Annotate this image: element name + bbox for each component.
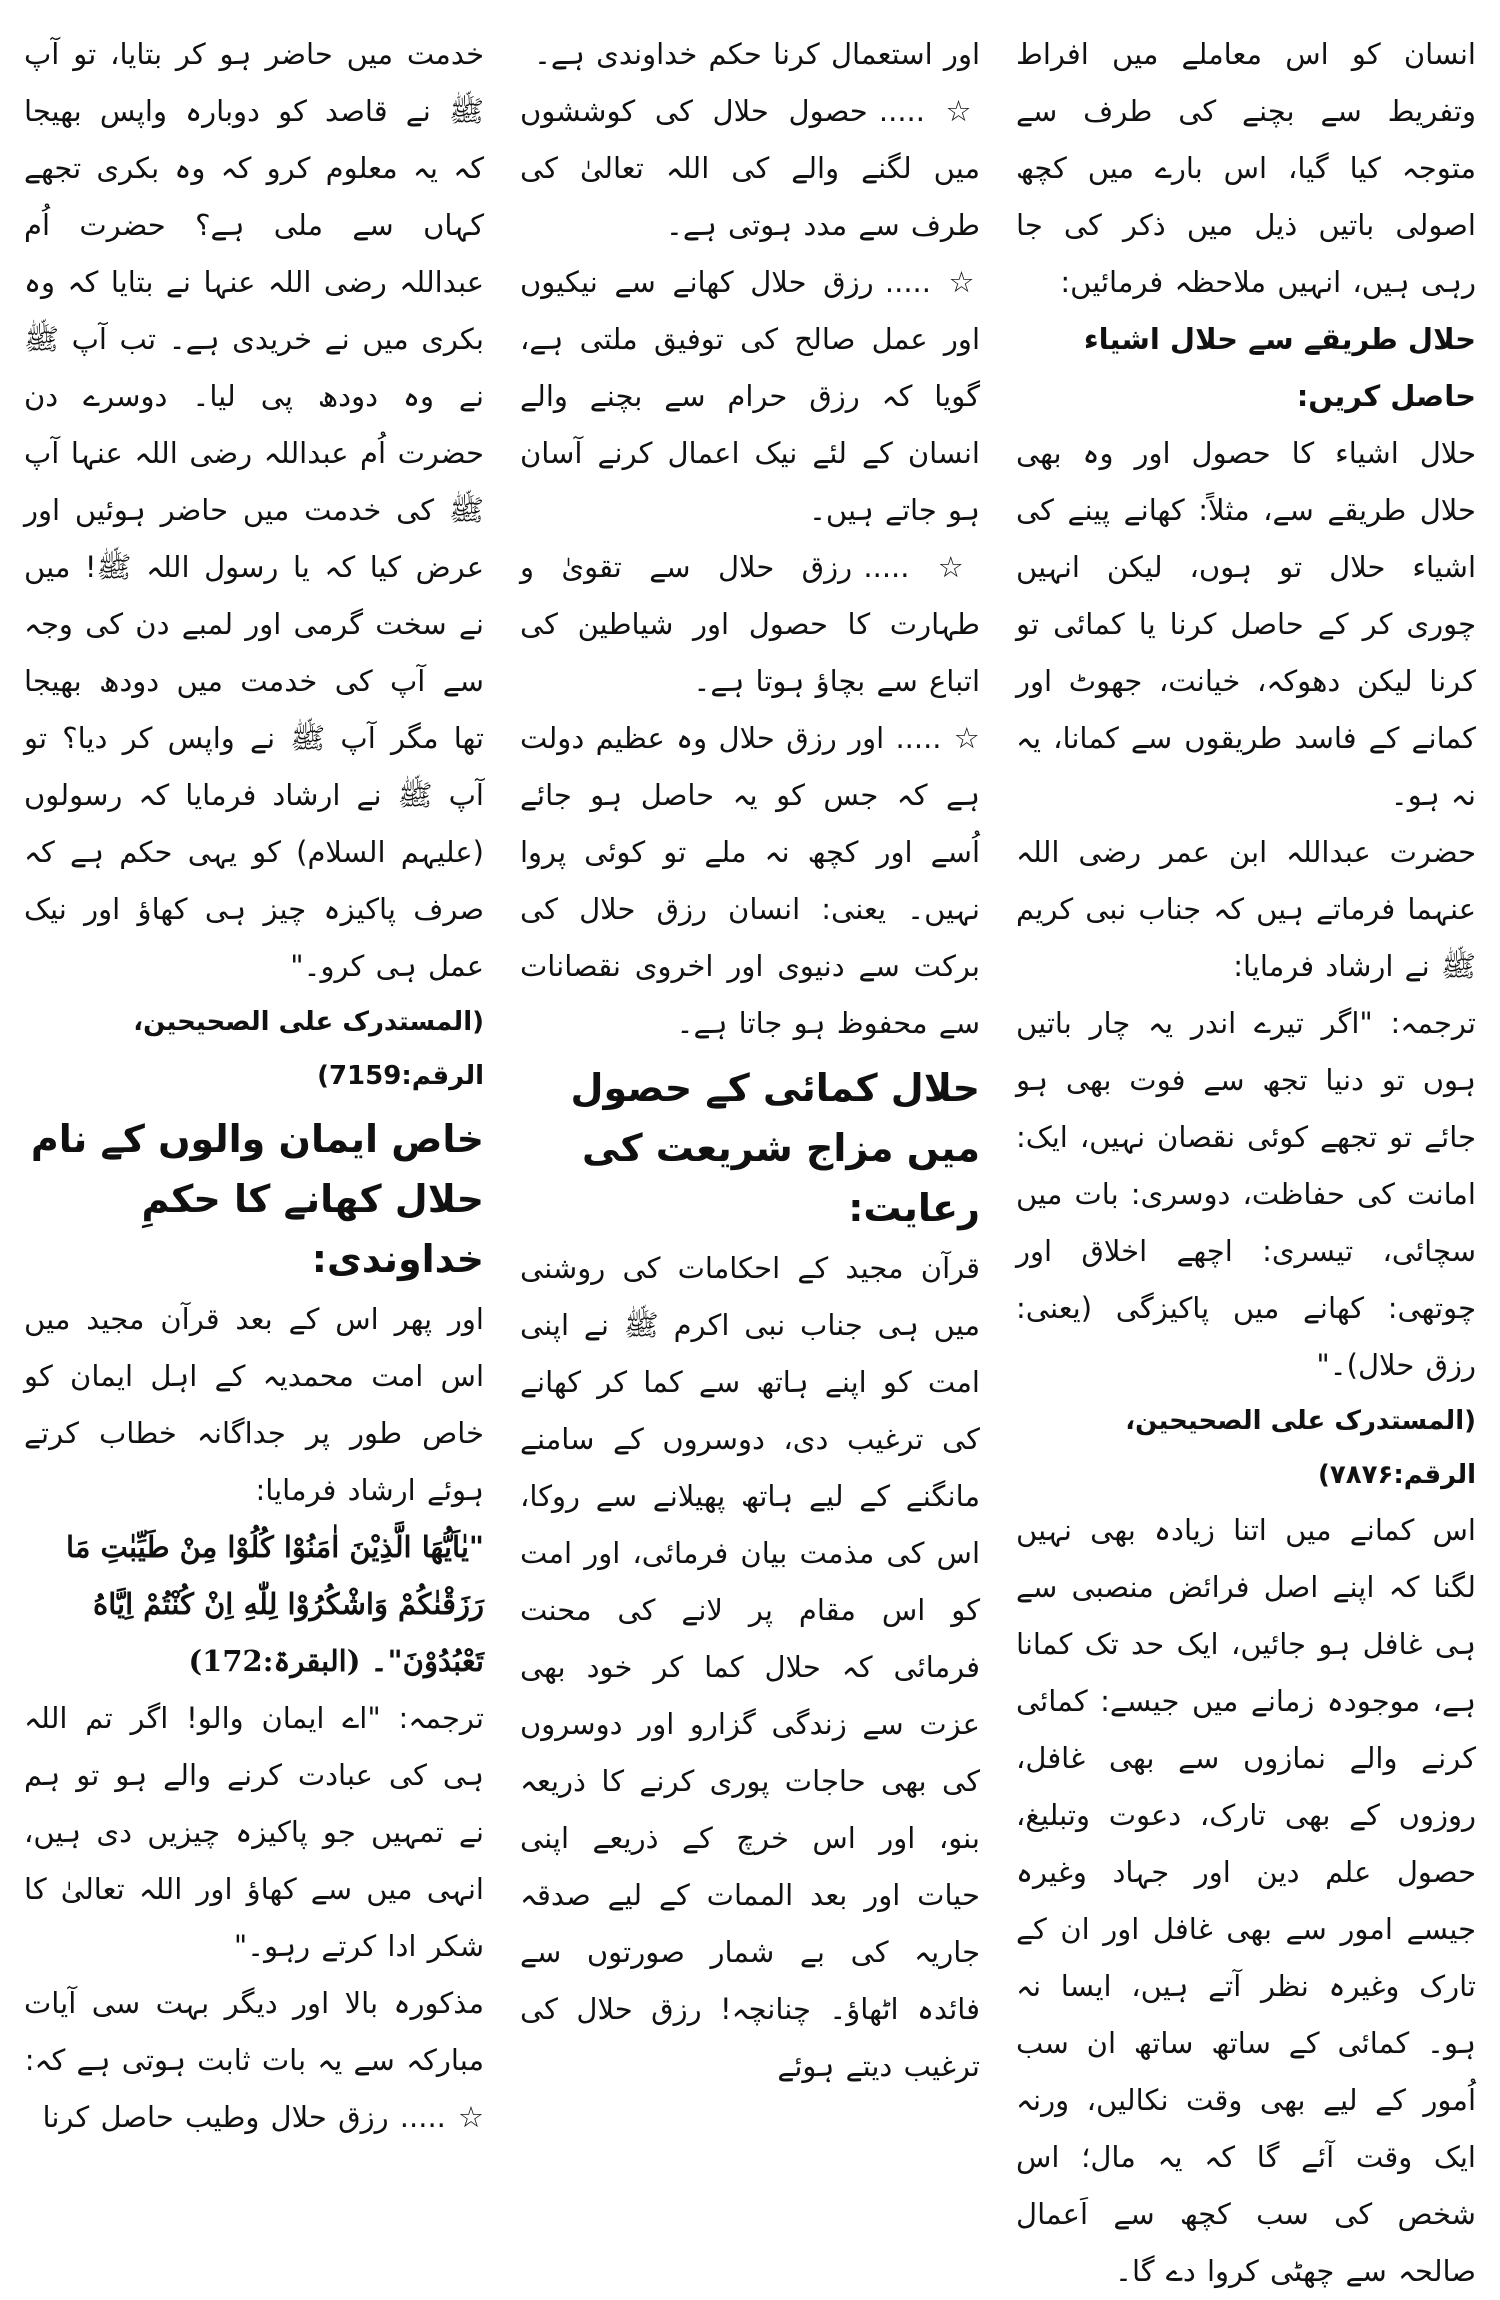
column-middle xyxy=(520,26,980,2180)
paragraph-umm-abdullah-story: خدمت میں حاضر ہو کر بتایا، تو آپ ﷺ نے قاصد کو دوبارہ واپس بھیجا کہ یہ معلوم کرو کہ وہ بکری تجھے کہاں سے ملی ہے؟ حضرت اُم عبداللہ رضی اللہ عنہا نے بتایا کہ وہ بکری میں نے خریدی ہے۔ تب آپ ﷺ نے وہ دودھ پی لیا۔ دوسرے دن حضرت اُم عبداللہ رضی اللہ عنہا آپ ﷺ کی خدمت میں حاضر ہوئیں اور عرض کیا کہ یا رسول اللہ ﷺ! میں نے سخت گرمی اور لمبے دن کی وجہ سے آپ کی خدمت میں دودھ بھیجا تھا مگر آپ ﷺ نے واپس کر دیا؟ تو آپ ﷺ نے ارشاد فرمایا کہ رسولوں (علیہم السلام) کو یہی حکم ہے کہ صرف پاکیزہ چیز ہی کھاؤ اور نیک عمل ہی کرو۔" xyxy=(24,37,484,983)
quran-ayah-baqarah-172: "یٰاَیُّهَا الَّذِیْنَ اٰمَنُوْا كُلُوْا مِنْ طَیِّبٰتِ مَا رَزَقْنٰكُمْ وَاشْكُرُوْا لِلّٰهِ اِنْ كُنْتُمْ اِیَّاهُ تَعْبُدُوْنَ"۔ (البقرۃ:172) xyxy=(66,1530,484,1678)
subheading-halal-means: حلال طریقے سے حلال اشیاء حاصل کریں: xyxy=(1083,322,1476,413)
paragraph-balance-earning: اس کمانے میں اتنا زیادہ بھی نہیں لگنا کہ اپنے اصل فرائض منصبی سے ہی غافل ہو جائیں، ایک حد تک کمانا ہے، موجودہ زمانے میں جیسے: کمائی کرنے والے نمازوں سے بھی غافل، روزوں کے بھی تارک، دعوت وتبلیغ، حصول علم دین اور جہاد وغیرہ جیسے امور سے بھی غافل اور ان کے تارک وغیرہ نظر آتے ہیں، ایسا نہ ہو۔ کمائی کے ساتھ ساتھ ان سب اُمور کے لیے بھی وقت نکالیں، ورنہ ایک وقت آئے گا کہ یہ مال؛ اس شخص کی سب کچھ سے اَعمال صالحہ سے چھٹی کروا دے گا۔ xyxy=(1016,1513,1476,2288)
bullet-good-deeds: ☆ ..... رزق حلال کھانے سے نیکیوں اور عمل صالح کی توفیق ملتی ہے، گویا کہ رزق حرام سے بچنے والے انسان کے لئے نیک اعمال کرنے آسان ہو جاتے ہیں۔ xyxy=(520,254,980,539)
column-left xyxy=(1016,26,1476,2288)
paragraph-halal-means: حلال اشیاء کا حصول اور وہ بھی حلال طریقے سے، مثلاً: کھانے پینے کی اشیاء حلال تو ہوں، لیکن انہیں چوری کر کے حاصل کرنا یا کمائی تو کرنا لیکن دھوکہ، خیانت، جھوٹ اور کمانے کے فاسد طریقوں سے کمانا، یہ نہ ہو۔ xyxy=(1016,436,1476,812)
paragraph-ayah-translation: ترجمہ: "اے ایمان والو! اگر تم اللہ ہی کی عبادت کرنے والے ہو تو ہم نے تمہیں جو پاکیزہ چیزیں دی ہیں، انہی میں سے کھاؤ اور اللہ تعالیٰ کا شکر ادا کرتے رہو۔" xyxy=(24,1701,484,1963)
paragraph-ibn-umar-narration: حضرت عبداللہ ابن عمر رضی اللہ عنہما فرماتے ہیں کہ جناب نبی کریم ﷺ نے ارشاد فرمایا: xyxy=(1016,835,1476,983)
paragraph-conclusion-intro: مذکورہ بالا اور دیگر بہت سی آیات مبارکہ سے یہ بات ثابت ہوتی ہے کہ: xyxy=(24,1986,484,2077)
paragraph-prophetic-encouragement: قرآن مجید کے احکامات کی روشنی میں ہی جناب نبی اکرم ﷺ نے اپنی امت کو اپنے ہاتھ سے کما کر کھانے کی ترغیب دی، دوسروں کے سامنے مانگنے کے لیے ہاتھ پھیلانے سے روکا، اس کی مذمت بیان فرمائی، اور امت کو اس مقام پر لانے کی محنت فرمائی کہ حلال کما کر خود بھی عزت سے زندگی گزارو اور دوسروں کی بھی حاجات پوری کرنے کا ذریعہ بنو، اور اس خرچ کے ذریعے اپنی حیات اور بعد الممات کے لیے صدقہ جاریہ کی بے شمار صورتوں سے فائدہ اٹھاؤ۔ چنانچہ! رزق حلال کی ترغیب دیتے ہوئے xyxy=(520,1251,980,2083)
bullet-great-wealth: ☆ ..... اور رزق حلال وہ عظیم دولت ہے کہ جس کو یہ حاصل ہو جائے اُسے اور کچھ نہ ملے تو کوئی پروا نہیں۔ یعنی: انسان رزق حلال کی برکت سے دنیوی اور اخروی نقصانات سے محفوظ ہو جاتا ہے۔ xyxy=(520,710,980,1052)
heading-shariah-temperament: حلال کمائی کے حصول میں مزاج شریعت کی رعایت: xyxy=(570,1066,980,1230)
reference-mustadrak-7876: (المستدرک علی الصحیحین، الرقم:۷۸۷۶) xyxy=(1125,1406,1476,1490)
reference-mustadrak-7159: (المستدرک علی الصحیحین، الرقم:7159) xyxy=(133,1007,484,1091)
bullet-taqwa: ☆ ..... رزق حلال سے تقویٰ و طہارت کا حصول اور شیاطین کی اتباع سے بچاؤ ہوتا ہے۔ xyxy=(520,539,980,710)
paragraph-four-qualities: ترجمہ: "اگر تیرے اندر یہ چار باتیں ہوں تو دنیا تجھ سے فوت بھی ہو جائے تو تجھے کوئی نقصان نہیں، ایک: امانت کی حفاظت، دوسری: بات میں سچائی، تیسری: اچھے اخلاق اور چوتھی: کھانے میں پاکیزگی (یعنی: رزق حلال)۔" xyxy=(1016,1006,1476,1382)
bullet-divine-help: ☆ ..... حصول حلال کی کوششوں میں لگنے والے کی اللہ تعالیٰ کی طرف سے مدد ہوتی ہے۔ xyxy=(520,83,980,254)
paragraph-command-continued: اور استعمال کرنا حکم خداوندی ہے۔ xyxy=(533,37,980,71)
heading-halal-command-believers: خاص ایمان والوں کے نام حلال کھانے کا حکمِ خداوندی: xyxy=(30,1117,484,1281)
column-right xyxy=(24,26,484,2180)
paragraph-quran-address: اور پھر اس کے بعد قرآن مجید میں اس امت محمدیہ کے اہل ایمان کو خاص طور پر جداگانہ خطاب کرتے ہوئے ارشاد فرمایا: xyxy=(24,1302,484,1507)
bullet-rizq-halal-command: ☆ ..... رزق حلال وطیب حاصل کرنا xyxy=(24,2089,484,2146)
paragraph-moderation: انسان کو اس معاملے میں افراط وتفریط سے بچنے کی طرف سے متوجہ کیا گیا، اس بارے میں کچھ اصولی باتیں ذیل میں ذکر کی جا رہی ہیں، انہیں ملاحظہ فرمائیں: xyxy=(1016,37,1476,299)
